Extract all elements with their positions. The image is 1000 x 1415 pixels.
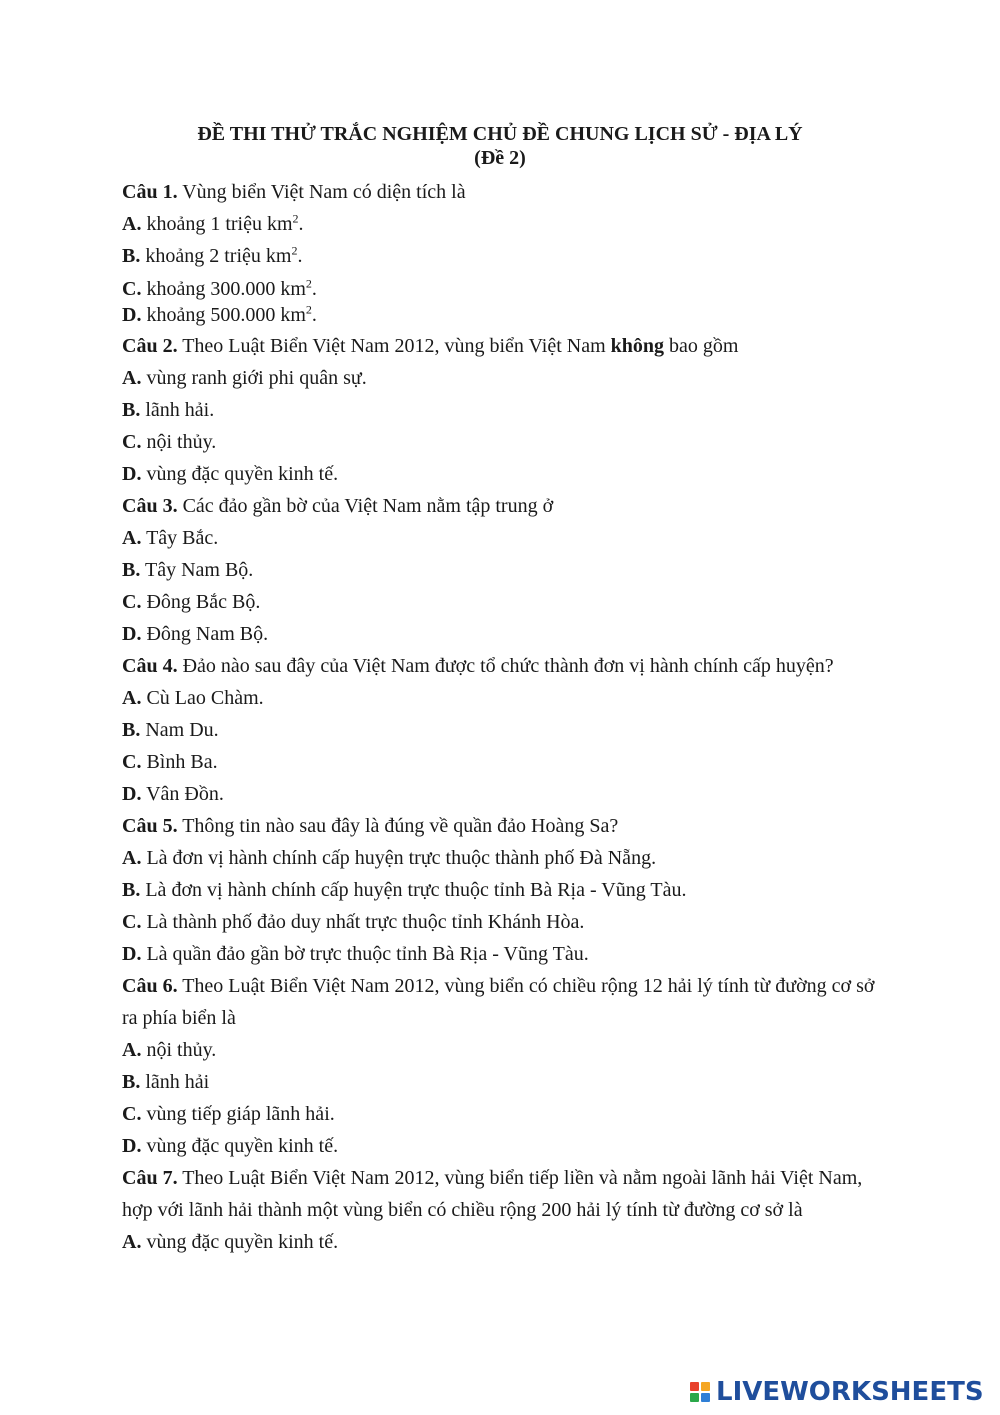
option-text: Là đơn vị hành chính cấp huyện trực thuộc thành phố Đà Nẵng. <box>141 847 657 869</box>
option-text: Là quần đảo gần bờ trực thuộc tỉnh Bà Rịa - Vũng Tàu. <box>141 943 589 965</box>
superscript: 2 <box>292 211 299 226</box>
option-text: nội thủy. <box>141 1039 217 1061</box>
option-text: Là đơn vị hành chính cấp huyện trực thuộc tỉnh Bà Rịa - Vũng Tàu. <box>140 879 687 901</box>
option-label: A. <box>122 687 142 709</box>
option-label: C. <box>122 591 142 613</box>
question-text: Theo Luật Biển Việt Nam 2012, vùng biển Việt Nam <box>177 335 611 357</box>
option-label: A. <box>122 527 142 549</box>
option-label: B. <box>122 719 141 741</box>
logo-square-blue <box>701 1393 710 1402</box>
question-label: Câu 2. <box>122 335 178 357</box>
option-2c[interactable] <box>122 426 892 458</box>
option-4d[interactable] <box>122 778 892 810</box>
question-5 <box>122 810 892 842</box>
option-1b[interactable] <box>122 240 892 272</box>
option-tail: . <box>297 245 303 267</box>
option-5d[interactable] <box>122 938 892 970</box>
logo-text: LIVEWORKSHEETS <box>716 1377 984 1407</box>
option-text: vùng đặc quyền kinh tế. <box>141 1231 339 1253</box>
page-title: ĐỀ THI THỬ TRẮC NGHIỆM CHỦ ĐỀ CHUNG LỊCH SỬ - ĐỊA LÝ <box>197 123 803 145</box>
option-label: C. <box>122 278 142 300</box>
question-text: Đảo nào sau đây của Việt Nam được tổ chức thành đơn vị hành chính cấp huyện? <box>177 655 834 677</box>
question-4 <box>122 650 892 682</box>
option-label: D. <box>122 463 142 485</box>
option-6b[interactable] <box>122 1066 892 1098</box>
option-label: A. <box>122 1039 142 1061</box>
superscript: 2 <box>305 276 312 291</box>
option-text: vùng ranh giới phi quân sự. <box>141 367 367 389</box>
option-2a[interactable] <box>122 362 892 394</box>
option-label: B. <box>122 559 141 581</box>
option-text: Đông Bắc Bộ. <box>141 591 261 613</box>
question-text-tail: bao gồm <box>664 335 739 357</box>
option-label: C. <box>122 1103 142 1125</box>
option-label: A. <box>122 1231 142 1253</box>
superscript: 2 <box>291 243 298 258</box>
option-3a[interactable] <box>122 522 892 554</box>
option-label: B. <box>122 245 141 267</box>
option-text: Là thành phố đảo duy nhất trực thuộc tỉnh Khánh Hòa. <box>141 911 585 933</box>
option-text: vùng đặc quyền kinh tế. <box>141 463 339 485</box>
option-6a[interactable] <box>122 1034 892 1066</box>
question-text: Theo Luật Biển Việt Nam 2012, vùng biển có chiều rộng 12 hải lý tính từ đường cơ sở ra phía biển là <box>122 975 875 1029</box>
superscript: 2 <box>305 302 312 317</box>
option-5b[interactable] <box>122 874 892 906</box>
question-label: Câu 1. <box>122 181 178 203</box>
question-list <box>122 176 892 1258</box>
option-label: B. <box>122 1071 141 1093</box>
page-subtitle: (Đề 2) <box>474 147 526 169</box>
liveworksheets-logo <box>690 1374 984 1410</box>
question-text: Thông tin nào sau đây là đúng về quần đảo Hoàng Sa? <box>177 815 619 837</box>
option-6d[interactable] <box>122 1130 892 1162</box>
option-5c[interactable] <box>122 906 892 938</box>
option-label: A. <box>122 847 142 869</box>
question-7 <box>122 1162 892 1226</box>
question-label: Câu 3. <box>122 495 178 517</box>
option-label: A. <box>122 213 142 235</box>
option-text: Vân Đồn. <box>141 783 224 805</box>
question-2 <box>122 330 892 362</box>
option-text: lãnh hải <box>140 1071 210 1093</box>
option-tail: . <box>311 304 317 326</box>
question-3 <box>122 490 892 522</box>
question-text: Các đảo gần bờ của Việt Nam nằm tập trung ở <box>177 495 554 517</box>
option-text: vùng đặc quyền kinh tế. <box>141 1135 339 1157</box>
option-text: khoảng 300.000 km <box>141 278 306 300</box>
logo-square-green <box>690 1393 699 1402</box>
option-text: Đông Nam Bộ. <box>141 623 269 645</box>
option-2b[interactable] <box>122 394 892 426</box>
question-1 <box>122 176 892 208</box>
option-label: D. <box>122 1135 142 1157</box>
option-3d[interactable] <box>122 618 892 650</box>
option-label: C. <box>122 431 142 453</box>
question-6 <box>122 970 892 1034</box>
question-text: Theo Luật Biển Việt Nam 2012, vùng biển tiếp liền và nằm ngoài lãnh hải Việt Nam, hợp với lãnh hải thành một vùng biển có chiều rộng 200 hải lý tính từ đường cơ sở là <box>122 1167 863 1221</box>
option-2d[interactable] <box>122 458 892 490</box>
option-label: B. <box>122 399 141 421</box>
option-3c[interactable] <box>122 586 892 618</box>
option-label: C. <box>122 911 142 933</box>
option-label: C. <box>122 751 142 773</box>
option-tail: . <box>311 278 317 300</box>
option-label: A. <box>122 367 142 389</box>
option-1d[interactable] <box>122 302 892 328</box>
option-text: Nam Du. <box>140 719 219 741</box>
option-4c[interactable] <box>122 746 892 778</box>
option-text: khoảng 2 triệu km <box>140 245 292 267</box>
option-text: khoảng 1 triệu km <box>141 213 293 235</box>
option-1a[interactable] <box>122 208 892 240</box>
logo-mark-icon <box>690 1382 710 1402</box>
option-7a[interactable] <box>122 1226 892 1258</box>
option-text: Tây Nam Bộ. <box>140 559 254 581</box>
emphasis-text: không <box>610 335 665 357</box>
option-text: Bình Ba. <box>141 751 218 773</box>
logo-square-red <box>690 1382 699 1391</box>
option-5a[interactable] <box>122 842 892 874</box>
option-label: B. <box>122 879 141 901</box>
option-label: D. <box>122 623 142 645</box>
option-6c[interactable] <box>122 1098 892 1130</box>
logo-square-orange <box>701 1382 710 1391</box>
question-label: Câu 6. <box>122 975 178 997</box>
option-text: nội thủy. <box>141 431 217 453</box>
question-text: Vùng biển Việt Nam có diện tích là <box>177 181 466 203</box>
option-3b[interactable] <box>122 554 892 586</box>
option-text: Tây Bắc. <box>141 527 219 549</box>
option-text: vùng tiếp giáp lãnh hải. <box>141 1103 335 1125</box>
option-text: Cù Lao Chàm. <box>141 687 264 709</box>
option-tail: . <box>298 213 304 235</box>
option-text: lãnh hải. <box>140 399 215 421</box>
option-text: khoảng 500.000 km <box>141 304 306 326</box>
option-4b[interactable] <box>122 714 892 746</box>
question-label: Câu 4. <box>122 655 178 677</box>
question-label: Câu 7. <box>122 1167 178 1189</box>
option-label: D. <box>122 783 142 805</box>
question-label: Câu 5. <box>122 815 178 837</box>
option-label: D. <box>122 943 142 965</box>
option-4a[interactable] <box>122 682 892 714</box>
option-label: D. <box>122 304 142 326</box>
option-1c[interactable] <box>122 276 892 302</box>
